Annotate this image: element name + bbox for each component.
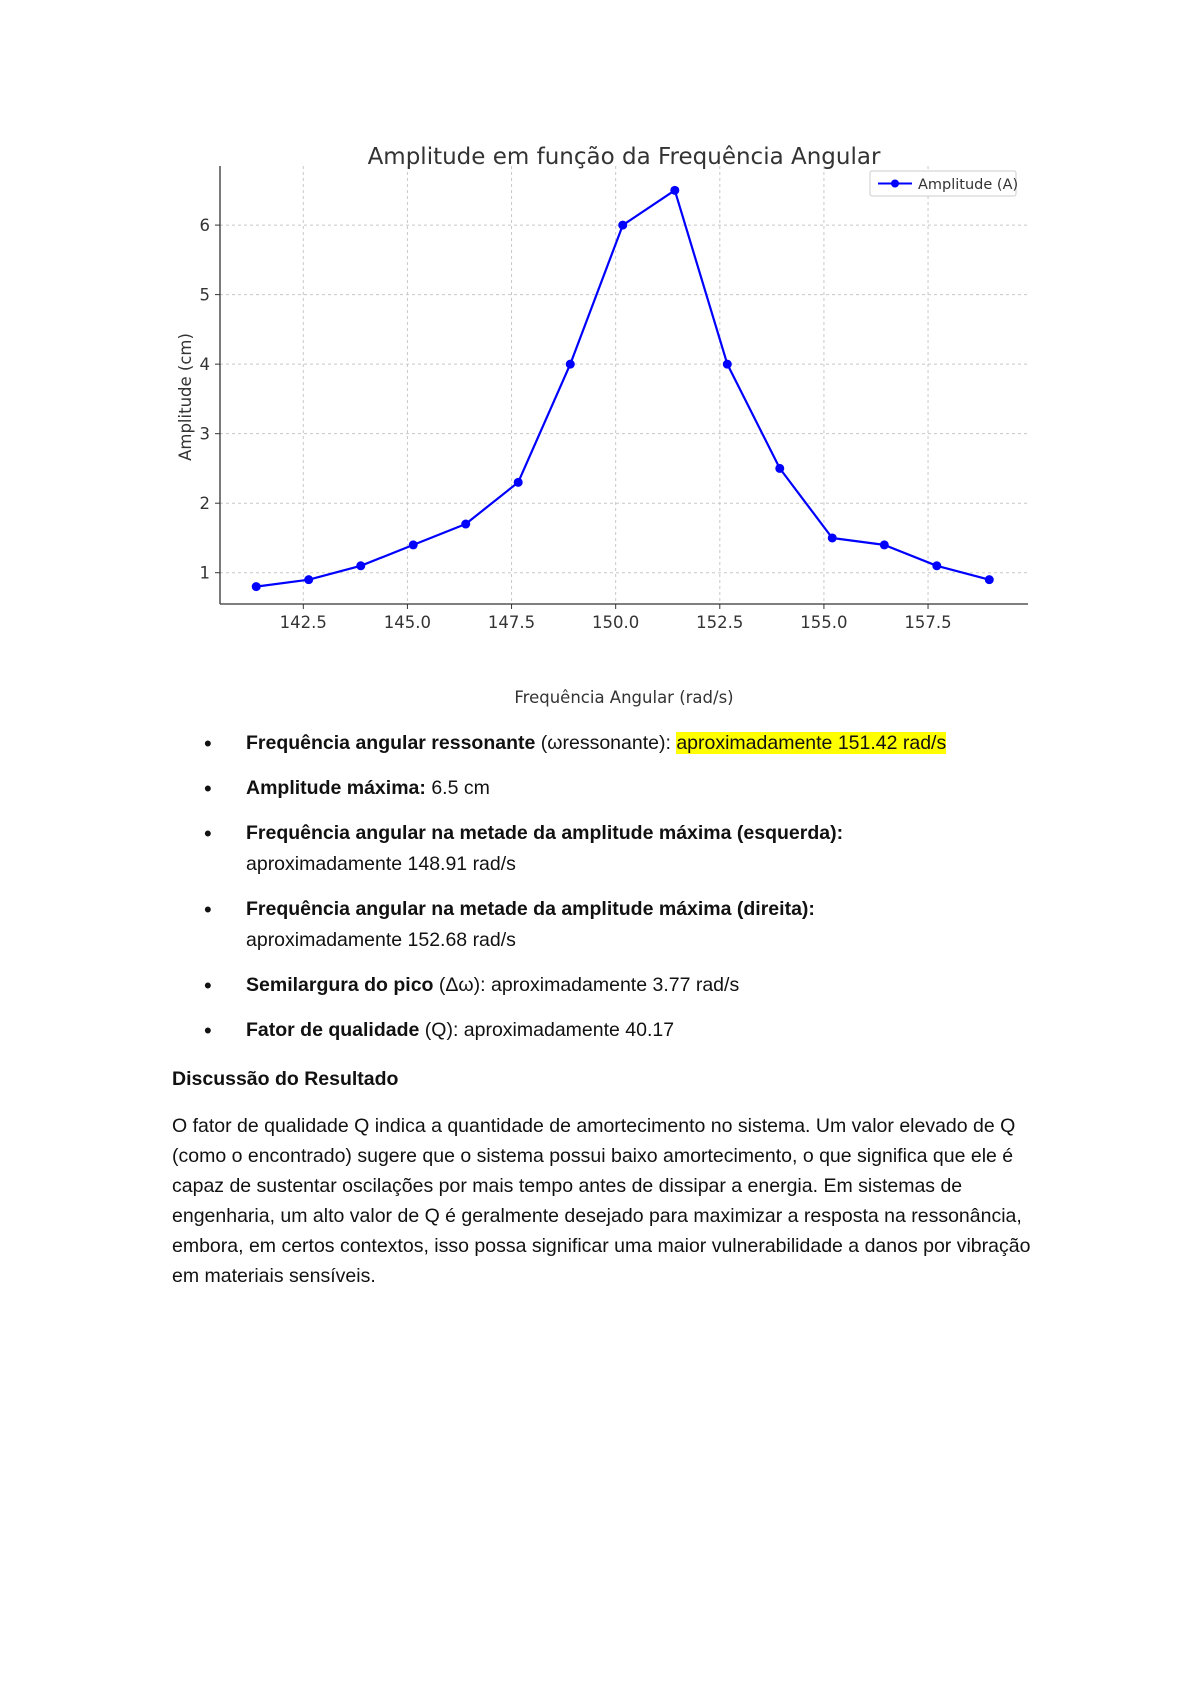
result-item-half-width: [180, 970, 1060, 1001]
result-colon: :: [452, 1019, 464, 1041]
data-point: [304, 575, 313, 584]
x-tick-label: 155.0: [800, 613, 848, 632]
result-colon: :: [480, 974, 491, 996]
x-tick-label: 157.5: [904, 613, 952, 632]
data-point: [723, 360, 732, 369]
data-point: [880, 540, 889, 549]
result-item-resonant-frequency: [180, 728, 1060, 759]
result-label: Frequência angular na metade da amplitude máxima (direita):: [246, 898, 815, 920]
legend-label: Amplitude (A): [918, 177, 1019, 193]
result-value: aproximadamente 152.68 rad/s: [246, 929, 516, 951]
discussion-title: Discussão do Resultado: [172, 1068, 399, 1090]
results-list: [180, 728, 1060, 1060]
result-value-highlighted: aproximadamente 151.42 rad/s: [676, 732, 947, 754]
result-symbol: (Q): [419, 1019, 453, 1041]
data-point: [828, 533, 837, 542]
y-ticks: [200, 216, 221, 583]
discussion-text: O fator de qualidade Q indica a quantidade de amortecimento no sistema. Um valor elevado de Q (como o encontrado) sugere que o sistema possui baixo amortecimento, o que significa que ele é capaz de sustentar oscilações por mais tempo antes de dissipar a energia. Em sistemas de engenharia, um alto valor de Q é geralmente desejado para maximizar a resposta na ressonância, embora, em certos contextos, isso possa significar uma maior vulnerabilidade a danos por vibração em materiais sensíveis.: [172, 1115, 1031, 1287]
result-value: aproximadamente 3.77 rad/s: [490, 974, 740, 996]
chart-grid: [220, 166, 1028, 604]
series-line: [256, 190, 989, 586]
chart-axes: [220, 166, 1028, 604]
x-tick-label: 150.0: [592, 613, 640, 632]
data-point: [409, 540, 418, 549]
legend-marker: [891, 180, 899, 188]
amplitude-chart: [168, 140, 1040, 720]
y-tick-label: 6: [199, 216, 210, 236]
x-ticks: [280, 604, 952, 632]
legend: [870, 171, 1018, 196]
x-tick-label: 152.5: [696, 613, 744, 632]
data-point: [461, 520, 470, 529]
y-axis-label: Amplitude (cm): [176, 333, 195, 461]
result-item-half-amplitude-left: [180, 818, 1060, 880]
result-label: Frequência angular ressonante: [246, 732, 536, 754]
data-point: [932, 561, 941, 570]
result-colon: :: [419, 777, 432, 799]
x-tick-label: 145.0: [383, 613, 432, 632]
result-value: aproximadamente 148.91 rad/s: [246, 853, 516, 875]
y-tick-label: 3: [199, 424, 210, 444]
result-label: Frequência angular na metade da amplitude máxima (esquerda):: [246, 822, 844, 844]
data-point: [618, 221, 627, 230]
data-point: [356, 561, 365, 570]
x-tick-label: 147.5: [487, 613, 536, 632]
result-label: Amplitude máxima: [246, 777, 420, 799]
amplitude-series: [252, 186, 994, 591]
data-point: [985, 575, 994, 584]
result-value: aproximadamente 40.17: [463, 1019, 675, 1041]
chart-title: Amplitude em função da Frequência Angular: [367, 144, 881, 170]
x-tick-label: 142.5: [279, 613, 327, 632]
discussion-section: [172, 1065, 1052, 1291]
y-tick-label: 4: [199, 355, 210, 375]
data-point: [514, 478, 523, 487]
result-colon: :: [665, 732, 677, 754]
result-item-max-amplitude: [180, 773, 1060, 804]
data-point: [775, 464, 784, 473]
y-tick-label: 2: [199, 494, 210, 514]
data-point: [252, 582, 261, 591]
y-tick-label: 1: [199, 563, 210, 583]
result-item-quality-factor: [180, 1015, 1060, 1046]
x-axis-label: Frequência Angular (rad/s): [514, 688, 734, 707]
result-symbol: (ωressonante): [535, 732, 666, 754]
result-item-half-amplitude-right: [180, 894, 1060, 956]
result-label: Fator de qualidade: [246, 1019, 420, 1041]
result-symbol: (Δω): [433, 974, 481, 996]
result-label: Semilargura do pico: [246, 974, 434, 996]
data-point: [566, 360, 575, 369]
y-tick-label: 5: [199, 285, 210, 305]
data-point: [670, 186, 679, 195]
result-value: 6.5 cm: [431, 777, 490, 799]
